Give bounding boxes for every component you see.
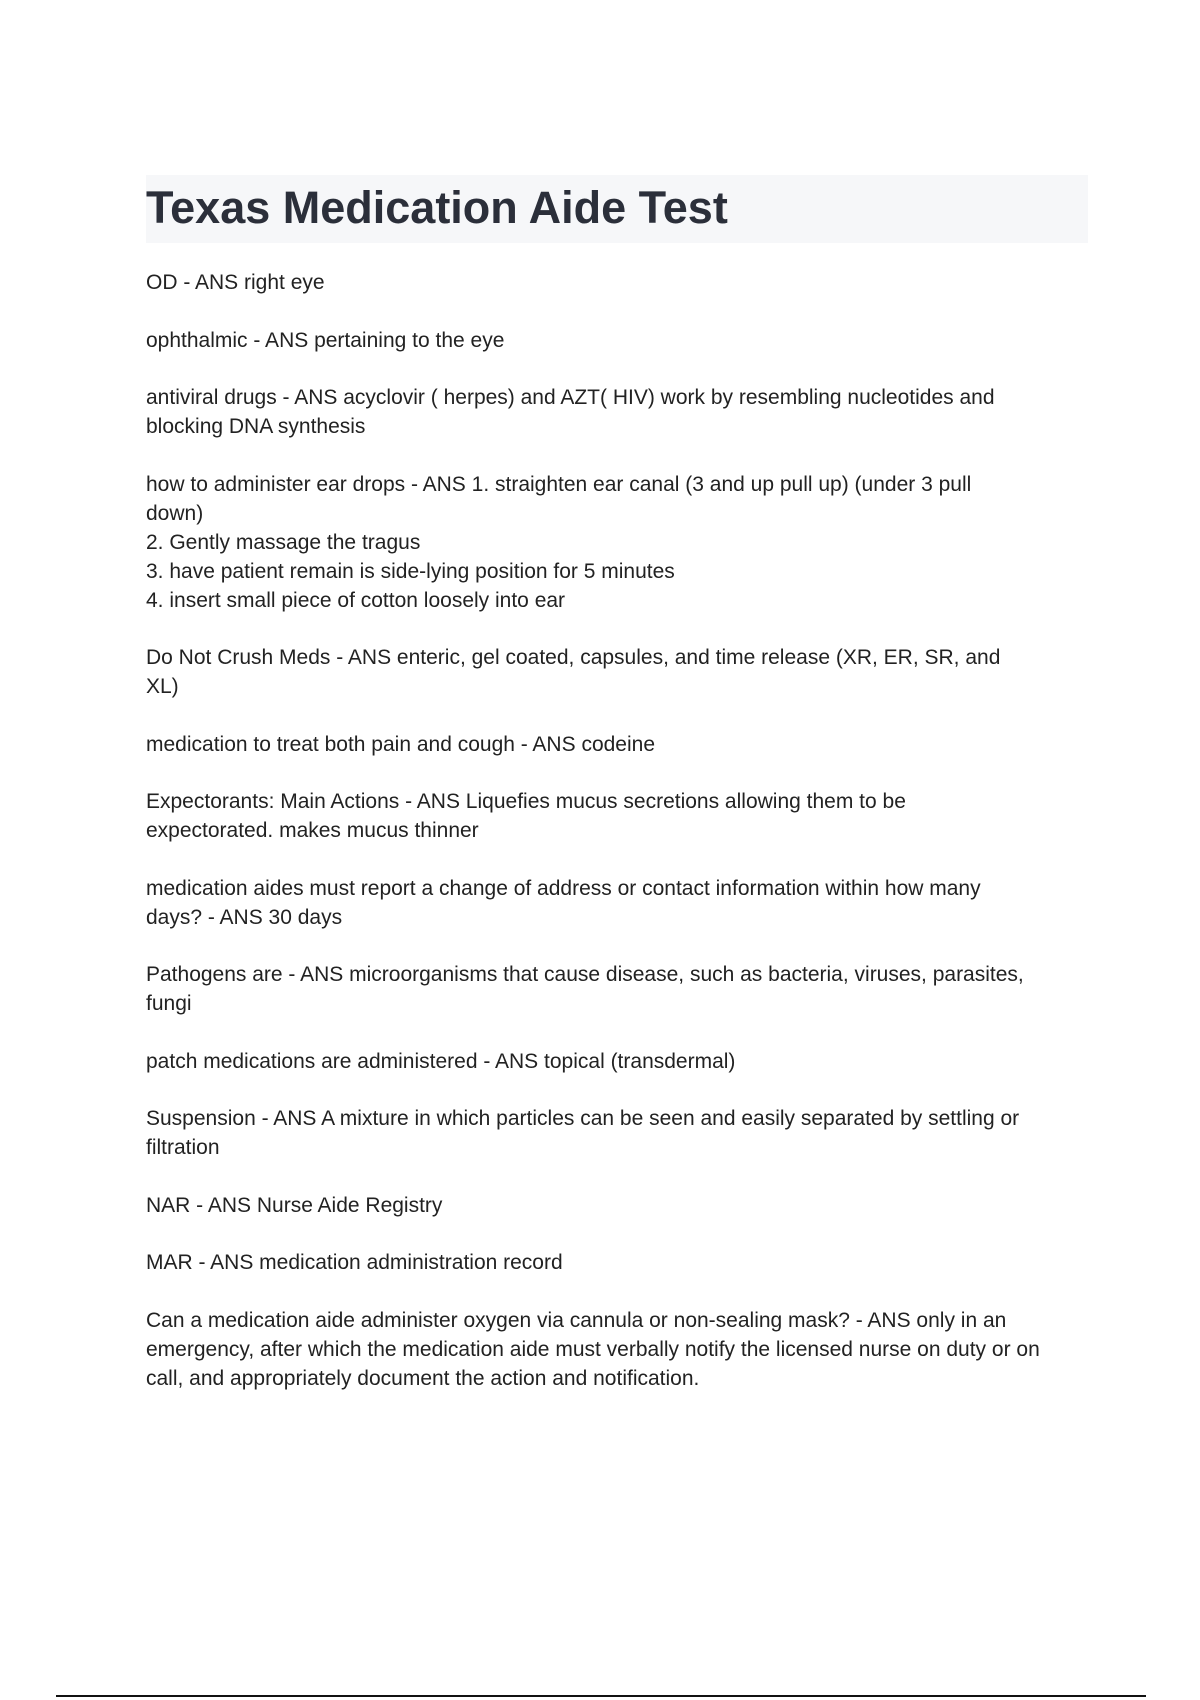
qa-entry-line: blocking DNA synthesis <box>146 415 366 438</box>
qa-entry <box>146 1191 1096 1220</box>
qa-entry <box>146 1104 1096 1162</box>
qa-entry <box>146 326 1096 355</box>
qa-entry <box>146 643 1096 701</box>
qa-entry <box>146 268 1096 297</box>
qa-entry-line: MAR - ANS medication administration record <box>146 1251 563 1274</box>
qa-entry-line: 3. have patient remain is side-lying position for 5 minutes <box>146 559 675 583</box>
qa-entry-line: down) <box>146 501 204 525</box>
qa-entry <box>146 1248 1096 1277</box>
qa-entry-line: how to administer ear drops - ANS 1. straighten ear canal (3 and up pull up) (under 3 pull <box>146 472 972 496</box>
footer-divider <box>56 1695 1146 1697</box>
qa-entry <box>146 1306 1096 1393</box>
qa-entry-line: Can a medication aide administer oxygen via cannula or non-sealing mask? - ANS only in an <box>146 1308 1007 1332</box>
qa-entry <box>146 787 1096 845</box>
qa-entry-line: emergency, after which the medication aide must verbally notify the licensed nurse on duty or on <box>146 1337 1040 1361</box>
qa-entry-line: days? - ANS 30 days <box>146 905 343 929</box>
qa-entry <box>146 383 1096 441</box>
qa-entry-line: Pathogens are - ANS microorganisms that cause disease, such as bacteria, viruses, parasites, <box>146 963 1024 986</box>
qa-list <box>146 268 1096 1421</box>
qa-entry <box>146 470 1096 615</box>
qa-entry <box>146 960 1096 1018</box>
qa-entry-line: fungi <box>146 992 192 1015</box>
qa-entry-line: ophthalmic - ANS pertaining to the eye <box>146 328 505 352</box>
qa-entry-line: 2. Gently massage the tragus <box>146 530 421 554</box>
qa-entry-line: medication to treat both pain and cough - ANS codeine <box>146 732 656 756</box>
qa-entry-line: 4. insert small piece of cotton loosely into ear <box>146 588 566 612</box>
qa-entry-line: antiviral drugs - ANS acyclovir ( herpes) and AZT( HIV) work by resembling nucleotides and <box>146 386 995 409</box>
qa-entry <box>146 730 1096 759</box>
qa-entry-line: patch medications are administered - ANS topical (transdermal) <box>146 1049 736 1073</box>
title-block <box>146 175 1088 243</box>
qa-entry-line: Expectorants: Main Actions - ANS Liquefies mucus secretions allowing them to be <box>146 790 906 813</box>
qa-entry-line: call, and appropriately document the action and notification. <box>146 1366 700 1390</box>
qa-entry-line: medication aides must report a change of address or contact information within how many <box>146 876 981 900</box>
qa-entry <box>146 874 1096 932</box>
qa-entry-line: expectorated. makes mucus thinner <box>146 819 479 842</box>
qa-entry <box>146 1047 1096 1076</box>
qa-entry-line: OD - ANS right eye <box>146 271 325 294</box>
qa-entry-line: XL) <box>146 675 179 698</box>
qa-entry-line: Suspension - ANS A mixture in which particles can be seen and easily separated by settling or <box>146 1107 1020 1130</box>
qa-entry-line: NAR - ANS Nurse Aide Registry <box>146 1193 443 1217</box>
qa-entry-line: Do Not Crush Meds - ANS enteric, gel coated, capsules, and time release (XR, ER, SR, and <box>146 646 1001 669</box>
page-title: Texas Medication Aide Test <box>146 182 728 233</box>
qa-entry-line: filtration <box>146 1136 220 1159</box>
